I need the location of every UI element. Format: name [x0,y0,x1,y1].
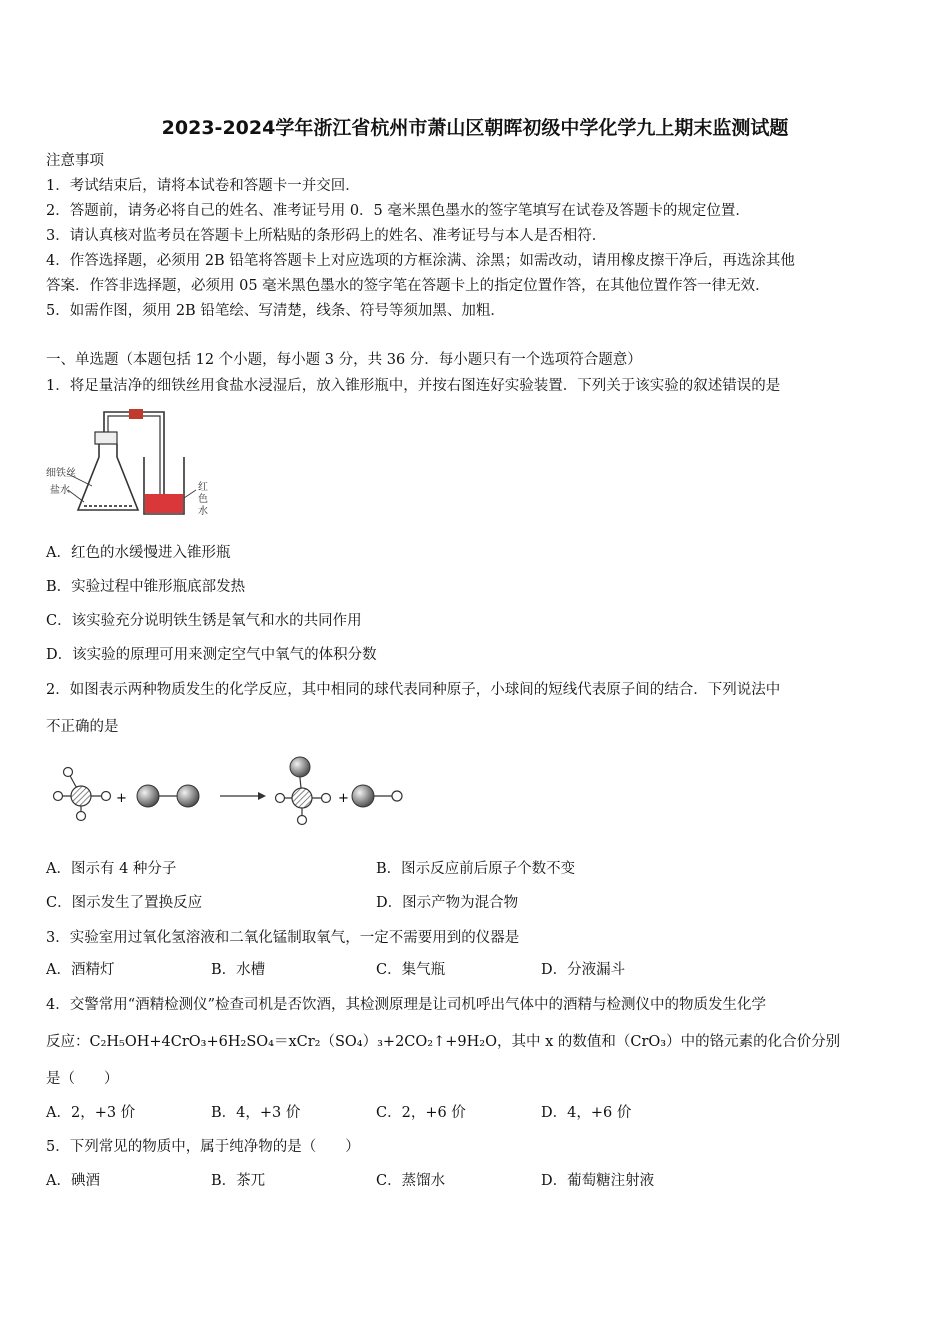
notice-item: 3．请认真核对监考员在答题卡上所粘贴的条形码上的姓名、准考证号与本人是否相符． [46,228,607,244]
q2-option-d: D．图示产物为混合物 [376,895,519,911]
label-red: 红 [198,482,208,493]
q3-option-a: A．酒精灯 [46,962,115,978]
q3-option-d: D．分液漏斗 [541,962,626,978]
q5-option-a: A．碘酒 [46,1173,100,1189]
q2-reaction-figure [48,752,418,832]
label-color: 色 [198,494,208,505]
label-wire: 细铁丝 [46,468,76,479]
notice-item: 2．答题前，请务必将自己的姓名、准考证号用 0．5 毫米黑色墨水的签字笔填写在试卷及答题卡的规定位置． [46,203,750,219]
label-water: 水 [198,506,208,517]
q1-option-a: A．红色的水缓慢进入锥形瓶 [46,545,231,561]
q2-option-c: C．图示发生了置换反应 [46,895,203,911]
plus-sign: + [116,791,127,806]
q1-option-c: C．该实验充分说明铁生锈是氧气和水的共同作用 [46,613,362,629]
q2-stem: 2．如图表示两种物质发生的化学反应，其中相同的球代表同种原子，小球间的短线代表原子间的结合．下列说法中 [46,682,781,698]
label-salt-water: 盐水 [50,485,70,496]
q1-option-d: D．该实验的原理可用来测定空气中氧气的体积分数 [46,647,377,663]
q4-stem-equation: 反应：C₂H₅OH+4CrO₃+6H₂SO₄＝xCr₂（SO₄）₃+2CO₂↑+9H₂O，其中 x 的数值和（CrO₃）中的铬元素的化合价分别 [46,1034,841,1050]
notice-item: 4．作答选择题，必须用 2B 铅笔将答题卡上对应选项的方框涂满、涂黑；如需改动，请用橡皮擦干净后，再选涂其他 [46,253,795,269]
q4-option-b: B．4，+3 价 [211,1105,301,1121]
q3-option-c: C．集气瓶 [376,962,446,978]
notice-item: 答案．作答非选择题，必须用 05 毫米黑色墨水的签字笔在答题卡上的指定位置作答，在其他位置作答一律无效． [46,278,770,294]
plus-sign: + [338,791,349,806]
q4-option-d: D．4，+6 价 [541,1105,632,1121]
q5-option-c: C．蒸馏水 [376,1173,446,1189]
q1-apparatus-figure [44,402,224,520]
notice-item: 1．考试结束后，请将本试卷和答题卡一并交回． [46,178,360,194]
q5-option-d: D．葡萄糖注射液 [541,1173,655,1189]
q4-stem: 4．交警常用“酒精检测仪”检查司机是否饮酒，其检测原理是让司机呼出气体中的酒精与检测仪中的物质发生化学 [46,997,767,1013]
q2-stem-cont: 不正确的是 [46,719,119,735]
q4-stem-end: 是（ ） [46,1071,119,1087]
q3-option-b: B．水槽 [211,962,266,978]
q4-option-c: C．2，+6 价 [376,1105,466,1121]
notice-item: 5．如需作图，须用 2B 铅笔绘、写清楚，线条、符号等须加黑、加粗． [46,303,505,319]
q5-stem: 5．下列常见的物质中，属于纯净物的是（ ） [46,1139,360,1155]
notice-heading: 注意事项 [46,153,104,169]
section-heading: 一、单选题（本题包括 12 个小题，每小题 3 分，共 36 分．每小题只有一个选项符合题意） [46,352,642,368]
page-title: 2023-2024学年浙江省杭州市萧山区朝晖初级中学化学九上期末监测试题 [161,117,789,139]
q3-stem: 3．实验室用过氧化氢溶液和二氧化锰制取氧气，一定不需要用到的仪器是 [46,930,520,946]
q2-option-b: B．图示反应前后原子个数不变 [376,861,576,877]
q4-option-a: A．2，+3 价 [46,1105,136,1121]
q5-option-b: B．茶兀 [211,1173,266,1189]
q1-stem: 1．将足量洁净的细铁丝用食盐水浸湿后，放入锥形瓶中，并按右图连好实验装置．下列关于该实验的叙述错误的是 [46,378,781,394]
q1-option-b: B．实验过程中锥形瓶底部发热 [46,579,246,595]
q2-option-a: A．图示有 4 种分子 [46,861,177,877]
